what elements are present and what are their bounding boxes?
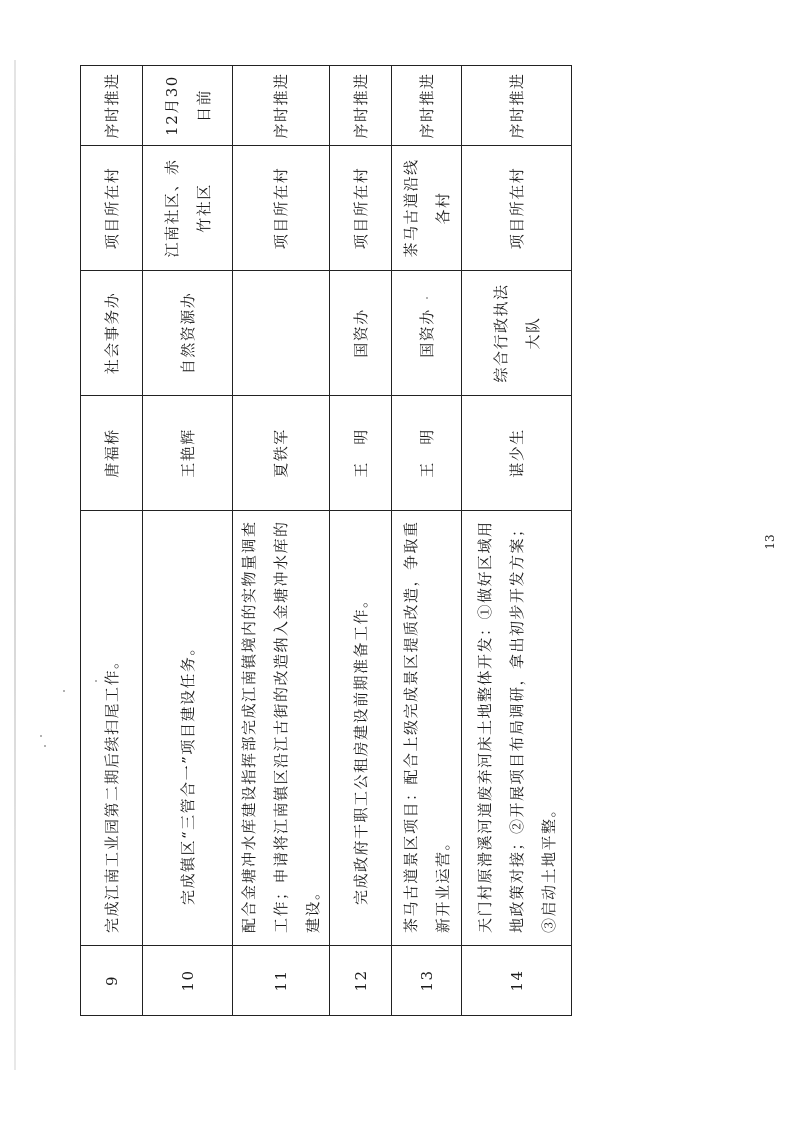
deadline: 序时推进 — [233, 66, 330, 146]
location: 项目所在村 — [330, 146, 392, 271]
row-index: 11 — [233, 946, 330, 1016]
task-table — [80, 65, 572, 1016]
location: 茶马古道沿线各村 — [392, 146, 462, 271]
deadline: 序时推进 — [81, 66, 143, 146]
scan-speck — [44, 745, 46, 747]
location: 项目所在村 — [233, 146, 330, 271]
task-description: 完成江南工业园第二期后续扫尾工作。 — [81, 511, 143, 946]
location: 项目所在村 — [81, 146, 143, 271]
responsible-leader: 王 明 — [330, 396, 392, 511]
task-description: 配合金塘冲水库建设指挥部完成江南镇境内的实物量调查工作；申请将江南镇区沿江古街的改造纳入金塘冲水库的建设。 — [233, 511, 330, 946]
deadline: 12月30日前 — [143, 66, 233, 146]
location: 江南社区、赤竹社区 — [143, 146, 233, 271]
scan-edge — [14, 60, 16, 1070]
deadline: 序时推进 — [392, 66, 462, 146]
table-row — [143, 66, 233, 1016]
responsible-unit: 综合行政执法大队 — [462, 271, 572, 396]
table-row — [233, 66, 330, 1016]
table-row — [392, 66, 462, 1016]
responsible-unit: 国资办 — [330, 271, 392, 396]
task-description: 茶马古道景区项目：配合上级完成景区提质改造，争取重新开业运营。 — [392, 511, 462, 946]
row-index: 9 — [81, 946, 143, 1016]
task-description: 天门村原滑溪河道废弃河床土地整体开发：①做好区域用地政策对接；②开展项目布局调研，拿出初步开发方案；③启动土地平整。 — [462, 511, 572, 946]
responsible-leader: 王艳辉 — [143, 396, 233, 511]
responsible-leader: 唐福桥 — [81, 396, 143, 511]
deadline: 序时推进 — [330, 66, 392, 146]
location: 项目所在村 — [462, 146, 572, 271]
responsible-leader: 夏铁军 — [233, 396, 330, 511]
responsible-unit: 自然资源办 — [143, 271, 233, 396]
row-index: 10 — [143, 946, 233, 1016]
rotated-table-container — [80, 66, 570, 1016]
table-row — [330, 66, 392, 1016]
page-number: 13 — [763, 534, 777, 550]
responsible-leader: 王 明 — [392, 396, 462, 511]
row-index: 12 — [330, 946, 392, 1016]
row-index: 13 — [392, 946, 462, 1016]
task-description: 完成镇区“三管合一”项目建设任务。 — [143, 511, 233, 946]
responsible-unit — [233, 271, 330, 396]
responsible-leader: 谌少生 — [462, 396, 572, 511]
table-row — [462, 66, 572, 1016]
table-row — [81, 66, 143, 1016]
responsible-unit: 国资办 — [392, 271, 462, 396]
scan-speck — [63, 690, 65, 692]
responsible-unit: 社会事务办 — [81, 271, 143, 396]
scan-speck — [40, 735, 42, 737]
row-index: 14 — [462, 946, 572, 1016]
deadline: 序时推进 — [462, 66, 572, 146]
task-description: 完成政府干职工公租房建设前期准备工作。 — [330, 511, 392, 946]
